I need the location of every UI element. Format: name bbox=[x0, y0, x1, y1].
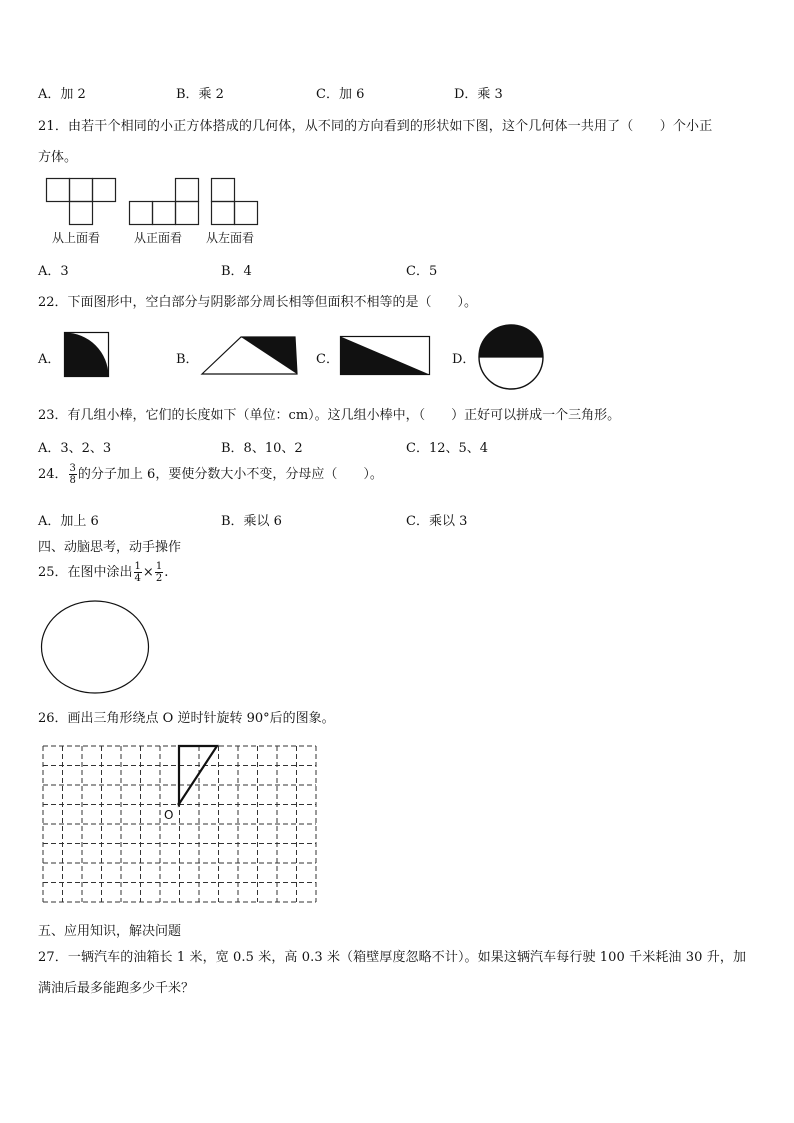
q20-option-c: C．加 6 bbox=[316, 87, 365, 102]
q22-option-a-figure bbox=[64, 332, 110, 378]
q25-end: . bbox=[164, 565, 169, 580]
q26-grid bbox=[42, 745, 318, 903]
q24-text bbox=[38, 463, 383, 486]
q21-option-b: B．4 bbox=[221, 264, 252, 279]
point-o-label: O bbox=[164, 808, 174, 822]
q20-option-a: A．加 2 bbox=[38, 87, 86, 102]
q24-option-a: A．加上 6 bbox=[38, 514, 99, 529]
left-view-cell bbox=[212, 202, 235, 225]
q21-option-c: C．5 bbox=[406, 264, 438, 279]
q22-option-a-label: A． bbox=[38, 352, 61, 367]
front-view-label: 从正面看 bbox=[134, 231, 183, 245]
q25-ellipse bbox=[40, 600, 152, 696]
q22-option-c-label: C． bbox=[316, 352, 339, 367]
q25-f2-den: 2 bbox=[155, 573, 163, 584]
q20-option-b: B．乘 2 bbox=[176, 87, 224, 102]
q25-f1-num: 1 bbox=[134, 561, 141, 572]
q21-views-figure bbox=[46, 178, 276, 228]
q24-fraction bbox=[69, 463, 77, 486]
q25-text bbox=[38, 561, 168, 584]
q26-text: 26．画出三角形绕点 O 逆时针旋转 90°后的图象。 bbox=[38, 711, 335, 726]
front-view-cell bbox=[176, 202, 199, 225]
q22-option-d-figure bbox=[477, 323, 545, 391]
front-view-cell bbox=[176, 179, 199, 202]
top-view-label: 从上面看 bbox=[52, 231, 101, 245]
q22-option-b-label: B． bbox=[176, 352, 199, 367]
q24-suffix: 的分子加上 6，要使分数大小不变，分母应（ ）。 bbox=[77, 467, 383, 482]
q25-fraction-1 bbox=[134, 561, 142, 584]
front-view-cell bbox=[130, 202, 153, 225]
q20-option-d: D．乘 3 bbox=[454, 87, 503, 102]
q21-text-line2: 方体。 bbox=[38, 150, 78, 165]
q24-frac-den: 8 bbox=[69, 475, 76, 486]
q25-f2-num: 1 bbox=[155, 561, 163, 572]
rotation-triangle bbox=[179, 746, 217, 804]
q25-times: × bbox=[142, 565, 154, 580]
top-view-cell bbox=[93, 179, 116, 202]
top-view-cell bbox=[70, 179, 93, 202]
left-view-label: 从左面看 bbox=[206, 231, 255, 245]
q23-option-c: C．12、5、4 bbox=[406, 441, 489, 456]
q24-option-b: B．乘以 6 bbox=[221, 514, 282, 529]
section-4-title: 四、动脑思考，动手操作 bbox=[38, 540, 182, 555]
top-view-cell bbox=[70, 202, 93, 225]
section-5-title: 五、应用知识，解决问题 bbox=[38, 924, 182, 939]
q22-option-b-figure bbox=[201, 336, 301, 376]
q25-prefix: 25．在图中涂出 bbox=[38, 565, 133, 580]
q23-option-a: A．3、2、3 bbox=[38, 441, 112, 456]
q27-text-line1: 27．一辆汽车的油箱长 1 米，宽 0.5 米，高 0.3 米（箱壁厚度忽略不计）。如果这辆汽车每行驶 100 千米耗油 30 升，加 bbox=[38, 950, 747, 965]
top-view-cell bbox=[47, 179, 70, 202]
q23-text: 23．有几组小棒，它们的长度如下（单位：cm）。这几组小棒中，（ ）正好可以拼成一个三角形。 bbox=[38, 408, 621, 423]
q23-option-b: B．8、10、2 bbox=[221, 441, 303, 456]
q25-fraction-2 bbox=[155, 561, 163, 584]
q21-option-a: A．3 bbox=[38, 264, 69, 279]
q21-text-line1: 21．由若干个相同的小正方体搭成的几何体，从不同的方向看到的形状如下图，这个几何体一共用了（ ）个小正 bbox=[38, 119, 713, 134]
q24-option-c: C．乘以 3 bbox=[406, 514, 468, 529]
front-view-cell bbox=[153, 202, 176, 225]
left-view-cell bbox=[212, 179, 235, 202]
q24-prefix: 24． bbox=[38, 467, 68, 482]
q24-frac-num: 3 bbox=[69, 463, 76, 474]
q22-option-d-label: D． bbox=[452, 352, 476, 367]
q22-option-c-figure bbox=[340, 336, 432, 376]
q22-text: 22．下面图形中，空白部分与阴影部分周长相等但面积不相等的是（ ）。 bbox=[38, 295, 478, 310]
q25-f1-den: 4 bbox=[134, 573, 141, 584]
point-o bbox=[177, 802, 180, 805]
q27-text-line2: 满油后最多能跑多少千米？ bbox=[38, 981, 195, 996]
left-view-cell bbox=[235, 202, 258, 225]
